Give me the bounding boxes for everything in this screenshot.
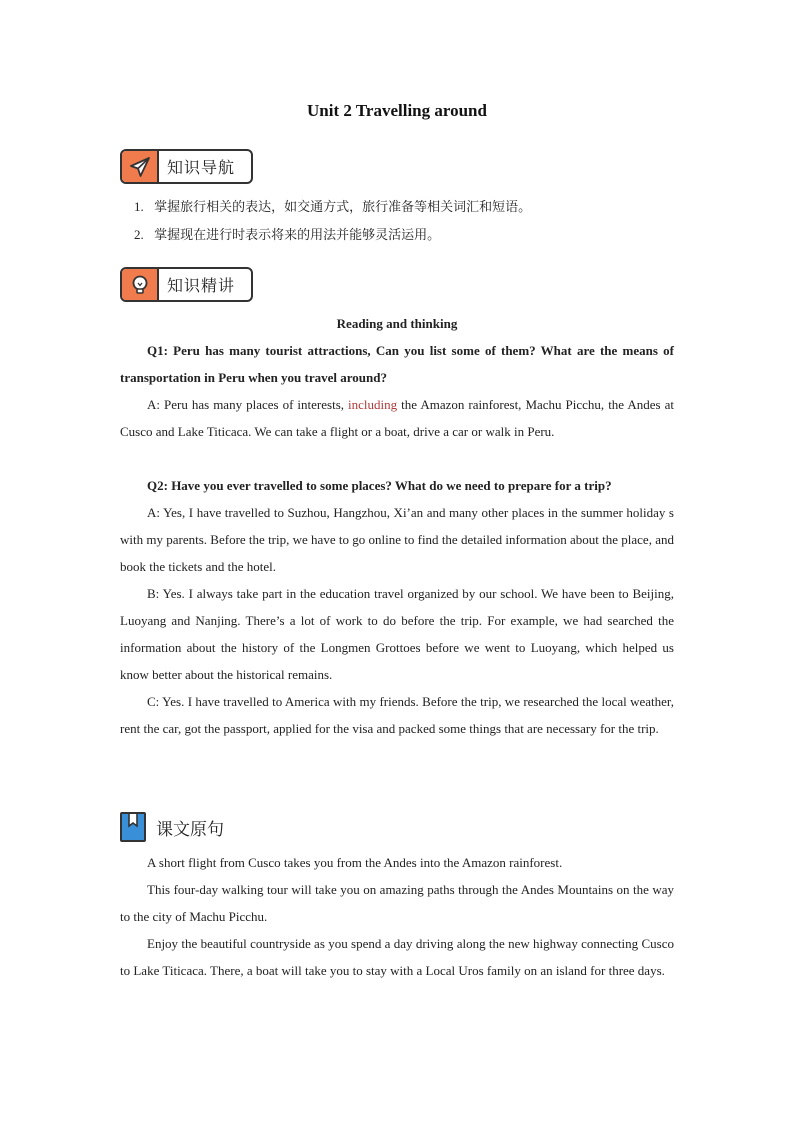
sentence: A short flight from Cusco takes you from the Andes into the Amazon rainforest. — [147, 855, 563, 870]
section-badge-knowledge-nav — [120, 149, 253, 184]
section-badge-label: 知识导航 — [167, 158, 236, 177]
list-number: 1. — [134, 199, 144, 214]
answer-b: B: Yes. I always take part in the education travel organized by our school. We have been to Beijing, Luoyang and Nanjing. There’s a lot of work to do before the trip. For example, we had searched the information about the history of the Longmen Grottoes before we went to Luoyang, which helped us know better about the historical remains. — [120, 586, 674, 682]
section-heading: Reading and thinking — [336, 316, 458, 331]
question-1: Q1: Peru has many tourist attractions, Can you list some of them? What are the means of transportation in Peru when you travel around? — [120, 343, 674, 385]
sentence: Enjoy the beautiful countryside as you spend a day driving along the new highway connecting Cusco to Lake Titicaca. There, a boat will take you to stay with a Local Uros family on an island for three days. — [120, 936, 674, 978]
question-2: Q2: Have you ever travelled to some places? What do we need to prepare for a trip? — [147, 478, 612, 493]
reading-section — [120, 310, 674, 742]
bookmark-book-icon — [120, 812, 146, 842]
paper-plane-icon — [122, 151, 159, 182]
highlighted-word: including — [348, 397, 398, 412]
list-text: 掌握旅行相关的表达，如交通方式，旅行准备等相关词汇和短语。 — [154, 200, 532, 215]
list-number: 2. — [134, 227, 144, 242]
original-sentences — [120, 849, 674, 984]
answer-a: A: Yes, I have travelled to Suzhou, Hangzhou, Xi’an and many other places in the summer holiday s with my parents. Before the trip, we have to go online to find the detailed information about the place, and book the tickets and the hotel. — [120, 505, 674, 574]
section-badge-knowledge-detail — [120, 267, 253, 302]
list-text: 掌握现在进行时表示将来的用法并能够灵活运用。 — [154, 228, 441, 243]
spacer — [120, 445, 674, 472]
lightbulb-icon — [122, 269, 159, 300]
answer-text: A: Peru has many places of interests, — [147, 397, 349, 412]
section-heading-original-sentences — [120, 812, 224, 842]
list-item — [134, 225, 531, 253]
objectives-list — [134, 197, 531, 253]
list-item — [134, 197, 531, 225]
page-title: Unit 2 Travelling around — [307, 101, 487, 120]
answer-text: the Amazon rainforest, Machu Picchu, the Andes at Cusco and Lake Titicaca. We can take a flight or a boat, drive a car or walk in Peru. — [120, 397, 674, 439]
sentence: This four-day walking tour will take you on amazing paths through the Andes Mountains on the way to the city of Machu Picchu. — [120, 882, 674, 924]
answer-1 — [120, 391, 674, 445]
section-heading-label: 课文原句 — [156, 819, 224, 840]
section-badge-label: 知识精讲 — [167, 276, 236, 295]
answer-c: C: Yes. I have travelled to America with my friends. Before the trip, we researched the local weather, rent the car, got the passport, applied for the visa and packed some things that are necessary for the trip. — [120, 694, 674, 736]
